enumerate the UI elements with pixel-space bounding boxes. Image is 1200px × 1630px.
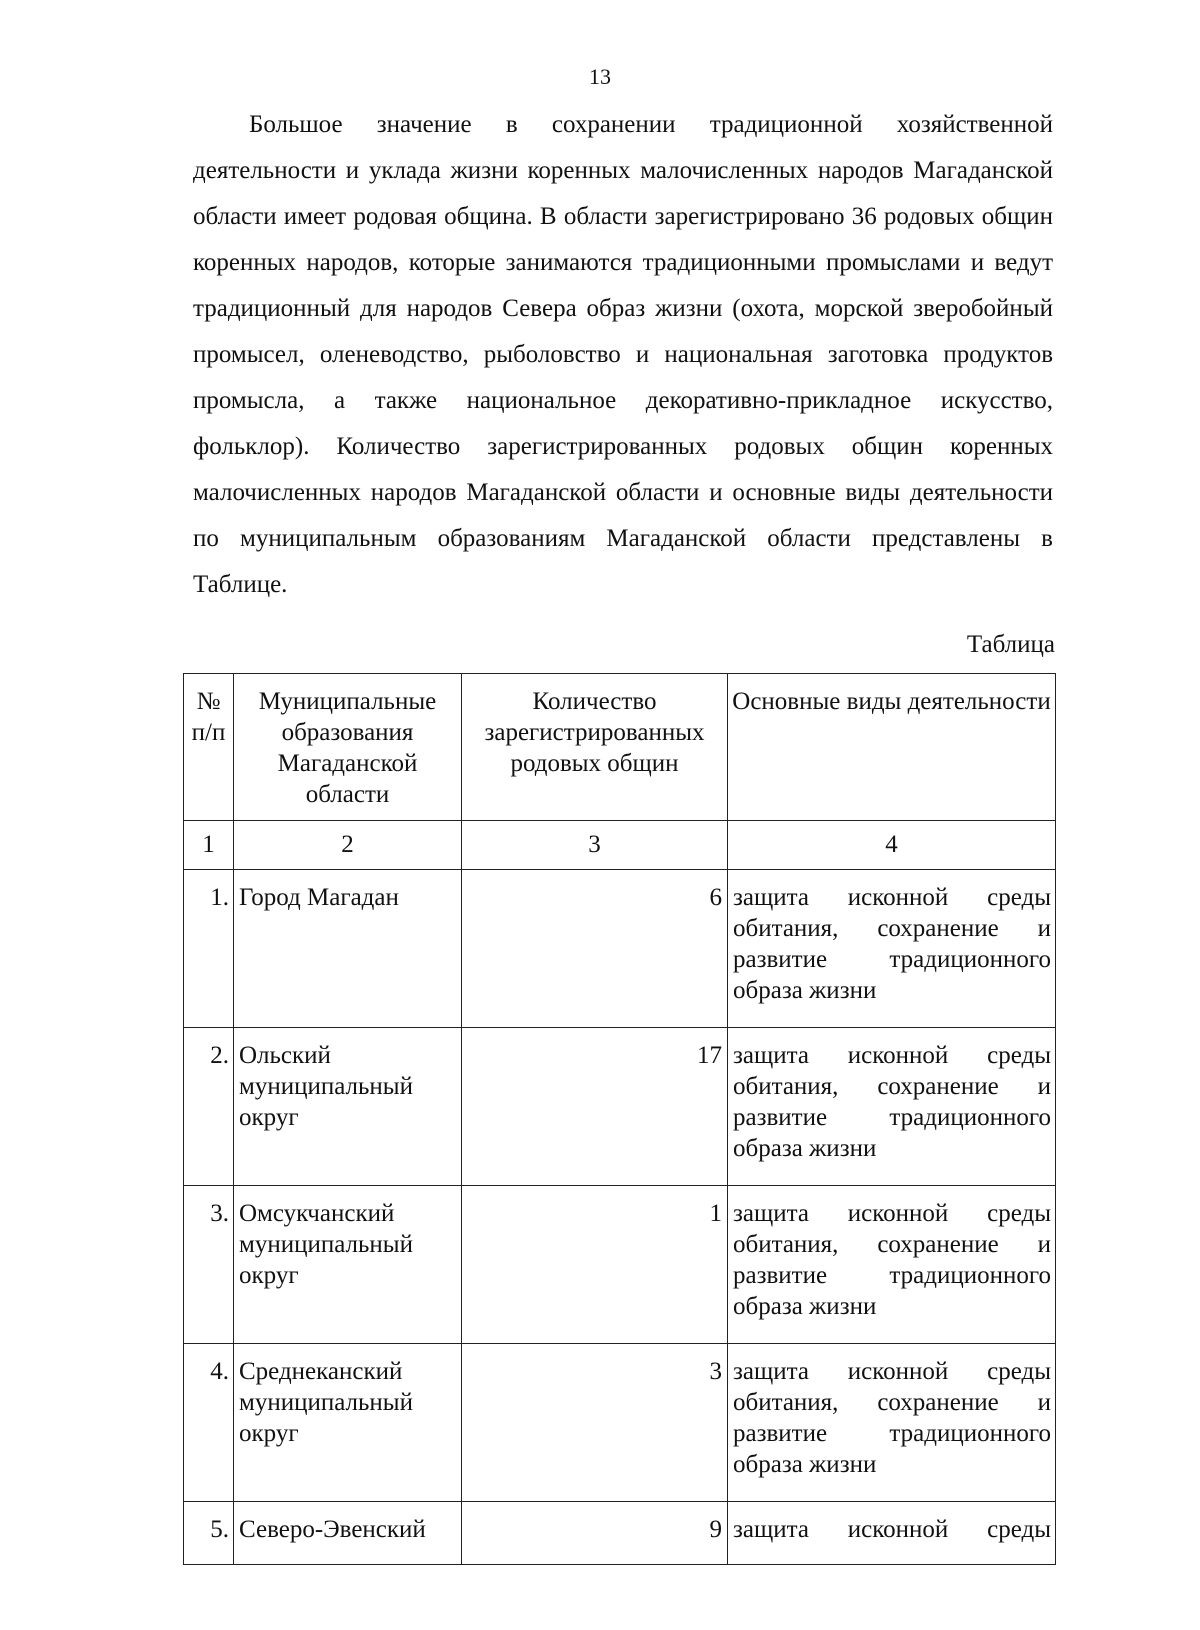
header-municipality: Муниципальные образования Магаданской области [234, 674, 462, 821]
row-count: 9 [462, 1502, 728, 1565]
row-municipality: Ольский муниципальный округ [234, 1028, 462, 1186]
table-caption: Таблица [966, 631, 1055, 658]
row-activity: защита исконной среды обитания, сохранение и развитие традиционного образа жизни [728, 1344, 1056, 1502]
row-activity: защита исконной среды обитания, сохранение и развитие традиционного образа жизни [728, 870, 1056, 1028]
row-activity: защита исконной среды обитания, сохранение и развитие традиционного образа жизни [728, 1028, 1056, 1186]
row-number: 4. [184, 1344, 234, 1502]
row-number: 5. [184, 1502, 234, 1565]
table-row [184, 870, 1056, 1028]
row-municipality: Северо-Эвенский [234, 1502, 462, 1565]
header-activity: Основные виды деятельности [728, 674, 1056, 821]
communities-table [183, 673, 1056, 1565]
table-row [184, 1344, 1056, 1502]
row-number: 2. [184, 1028, 234, 1186]
column-number: 2 [234, 821, 462, 870]
table-row [184, 1186, 1056, 1344]
table-row [184, 1502, 1056, 1565]
row-municipality: Среднеканский муниципальный округ [234, 1344, 462, 1502]
table-header-row [184, 674, 1056, 821]
column-number: 4 [728, 821, 1056, 870]
column-number-row [184, 821, 1056, 870]
row-count: 3 [462, 1344, 728, 1502]
header-number: № п/п [184, 674, 234, 821]
column-number: 1 [184, 821, 234, 870]
table-row [184, 1028, 1056, 1186]
row-number: 1. [184, 870, 234, 1028]
page-number: 13 [589, 64, 611, 89]
row-activity: защита исконной среды обитания, сохранение и развитие традиционного образа жизни [728, 1186, 1056, 1344]
row-municipality: Город Магадан [234, 870, 462, 1028]
header-count: Количество зарегистрированных родовых общин [462, 674, 728, 821]
row-number: 3. [184, 1186, 234, 1344]
body-paragraph: Большое значение в сохранении традиционной хозяйственной деятельности и уклада жизни коренных малочисленных народов Магаданской области имеет родовая община. В области зарегистрировано 36 родовых общин коренных народов, которые занимаются традиционными промыслами и ведут традиционный для народов Севера образ жизни (охота, морской зверобойный промысел, оленеводство, рыболовство и национальная заготовка продуктов промысла, а также национальное декоративно-прикладное искусство, фольклор). Количество зарегистрированных родовых общин коренных малочисленных народов Магаданской области и основные виды деятельности по муниципальным образованиям Магаданской области представлены в Таблице. [193, 111, 1053, 598]
row-count: 1 [462, 1186, 728, 1344]
column-number: 3 [462, 821, 728, 870]
row-activity: защита исконной среды [728, 1502, 1056, 1565]
row-municipality: Омсукчанский муниципальный округ [234, 1186, 462, 1344]
row-count: 6 [462, 870, 728, 1028]
row-count: 17 [462, 1028, 728, 1186]
